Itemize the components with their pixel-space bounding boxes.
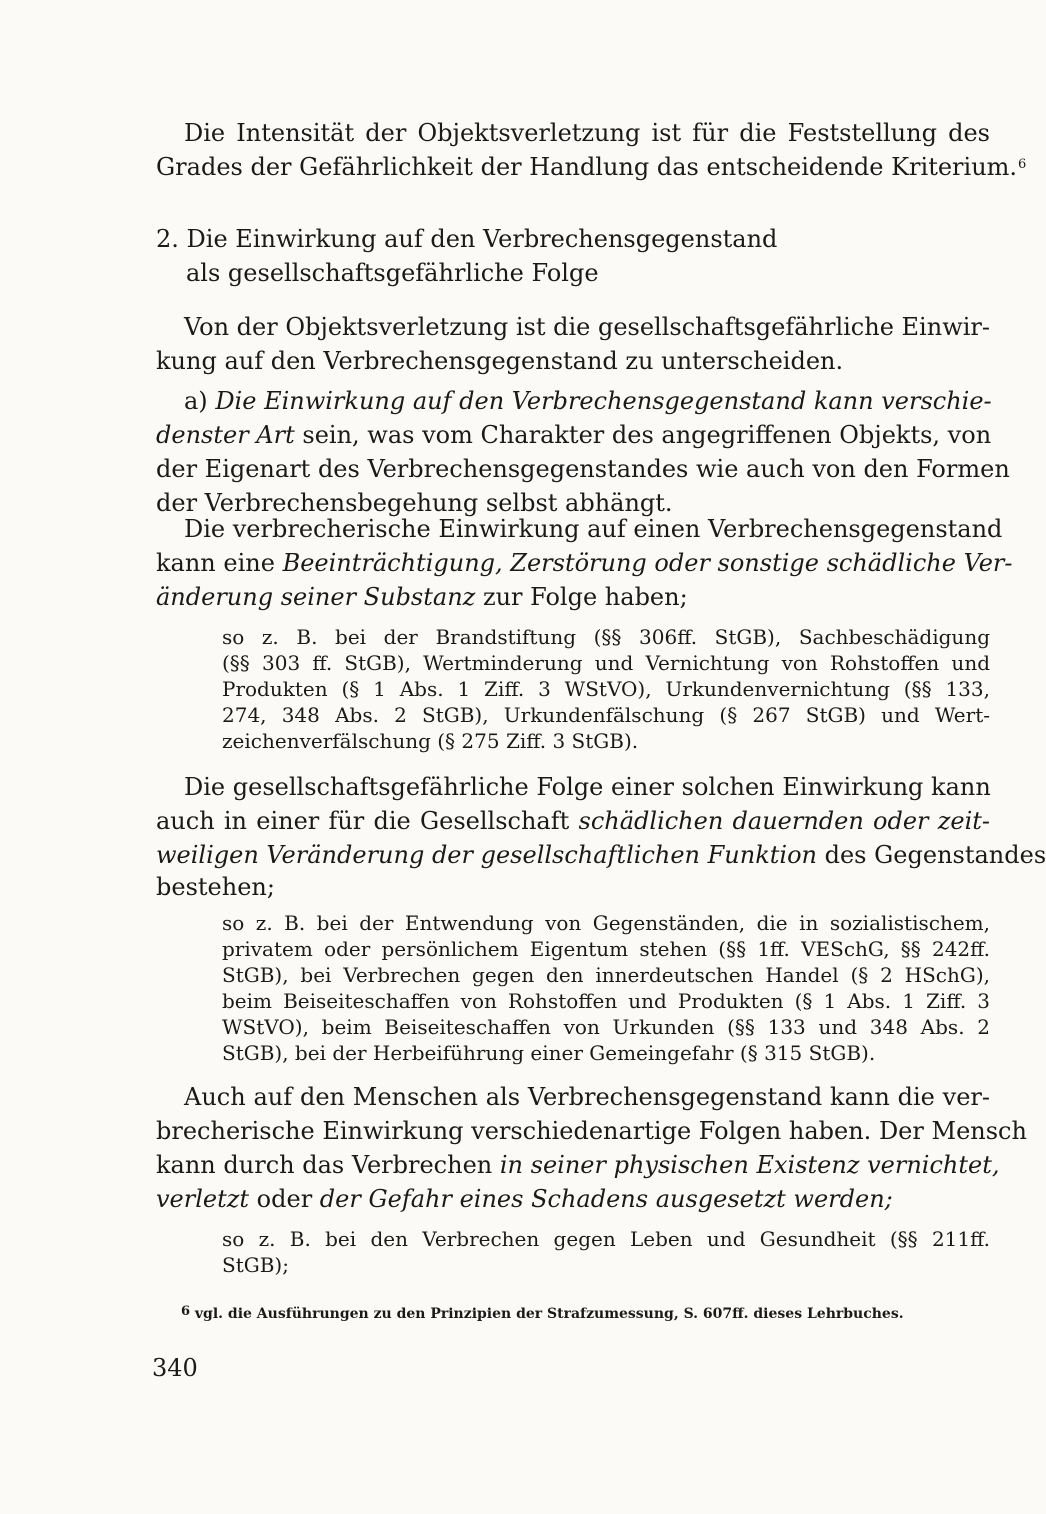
- para6-line4-plain: oder: [249, 1185, 320, 1213]
- para3-line3: der Eigenart des Verbrechensgegenstandes wie auch von den Formen: [156, 455, 1010, 483]
- para5-line1: Die gesellschaftsgefährliche Folge einer solchen Einwirkung kann: [184, 773, 991, 801]
- para3-line2-rest: sein, was vom Charakter des angegriffenen Objekts, von: [294, 421, 992, 449]
- section-heading-line2: als gesellschaftsgefährliche Folge: [186, 259, 599, 287]
- page-number: 340: [152, 1354, 198, 1382]
- para6-line3-plain: kann durch das Verbrechen: [156, 1151, 500, 1179]
- para3-line2: [156, 418, 990, 452]
- para6-line4-italic2: der Gefahr eines Schadens ausgesetzt werden;: [319, 1185, 893, 1213]
- footnote-reference: 6: [1018, 157, 1027, 172]
- footnote-marker: 6: [181, 1304, 191, 1319]
- example1-line5: zeichenverfälschung (§ 275 Ziff. 3 StGB).: [222, 729, 639, 753]
- section-number: 2.: [156, 225, 179, 253]
- para4-line3: [156, 580, 688, 614]
- section-heading-line1: [156, 222, 777, 256]
- example3-line2: StGB);: [222, 1253, 289, 1277]
- para1-line2-text: Grades der Gefährlichkeit der Handlung das entscheidende Kriterium.: [156, 153, 1018, 181]
- example1-line2: (§§ 303 ff. StGB), Wertminderung und Vernichtung von Rohstoffen und: [222, 651, 990, 675]
- para5-line2-italic: schädlichen dauernden oder zeit-: [578, 807, 991, 835]
- para2-line1: Von der Objektsverletzung ist die gesellschaftsgefährliche Einwir-: [184, 313, 990, 341]
- example1-line1: so z. B. bei der Brandstiftung (§§ 306ff. StGB), Sachbeschädigung: [222, 625, 990, 649]
- example1-line4: 274, 348 Abs. 2 StGB), Urkundenfälschung (§ 267 StGB) und Wert-: [222, 703, 990, 727]
- para1-line1: Die Intensität der Objektsverletzung ist für die Feststellung des: [184, 119, 990, 147]
- para6-line1: Auch auf den Menschen als Verbrechensgegenstand kann die ver-: [184, 1083, 990, 1111]
- example2-line1: so z. B. bei der Entwendung von Gegenständen, die in sozialistischem,: [222, 911, 990, 935]
- para6-line2: brecherische Einwirkung verschiedenartige Folgen haben. Der Mensch: [156, 1117, 1027, 1145]
- para5-line2-plain: auch in einer für die Gesellschaft: [156, 807, 579, 835]
- example2-line3: StGB), bei Verbrechen gegen den innerdeutschen Handel (§ 2 HSchG),: [222, 963, 990, 987]
- para3-line1: [184, 384, 990, 418]
- example2-line6: StGB), bei der Herbeiführung einer Gemeingefahr (§ 315 StGB).: [222, 1041, 876, 1065]
- para3-label: a): [184, 387, 208, 415]
- para3-italic2: denster Art: [156, 421, 295, 449]
- footnote: [180, 1304, 904, 1324]
- para6-line3: [156, 1148, 1000, 1182]
- para5-line4: bestehen;: [156, 873, 275, 901]
- example3-line1: so z. B. bei den Verbrechen gegen Leben und Gesundheit (§§ 211ff.: [222, 1227, 990, 1251]
- para3-italic1: Die Einwirkung auf den Verbrechensgegenstand kann verschie-: [215, 387, 992, 415]
- example2-line5: WStVO), beim Beiseiteschaffen von Urkunden (§§ 133 und 348 Abs. 2: [222, 1015, 990, 1039]
- para5-line3-italic: weiligen Veränderung der gesellschaftlichen Funktion: [156, 841, 817, 869]
- para4-line1: Die verbrecherische Einwirkung auf einen Verbrechensgegenstand: [184, 515, 1003, 543]
- para1-line2: [156, 150, 1026, 184]
- para6-line3-italic: in seiner physischen Existenz vernichtet,: [499, 1151, 1000, 1179]
- section-title-part1: Die Einwirkung auf den Verbrechensgegenstand: [186, 225, 778, 253]
- para3-line4: der Verbrechensbegehung selbst abhängt.: [156, 489, 673, 517]
- para4-line2-italic: Beeinträchtigung, Zerstörung oder sonstige schädliche Ver-: [282, 549, 1013, 577]
- para6-line4: [156, 1182, 893, 1216]
- para6-line4-italic1: verletzt: [156, 1185, 250, 1213]
- para5-line2: [156, 804, 990, 838]
- para5-line3-plain: des Gegenstandes: [816, 841, 1046, 869]
- footnote-text: vgl. die Ausführungen zu den Prinzipien der Strafzumessung, S. 607ff. dieses Lehrbuches.: [194, 1306, 904, 1322]
- example1-line3: Produkten (§ 1 Abs. 1 Ziff. 3 WStVO), Urkundenvernichtung (§§ 133,: [222, 677, 990, 701]
- para4-line2-plain: kann eine: [156, 549, 283, 577]
- para2-line2: kung auf den Verbrechensgegenstand zu unterscheiden.: [156, 347, 844, 375]
- para4-line2: [156, 546, 1013, 580]
- para4-line3-plain: zur Folge haben;: [475, 583, 688, 611]
- para4-line3-italic: änderung seiner Substanz: [156, 583, 476, 611]
- para5-line3: [156, 838, 1046, 872]
- example2-line4: beim Beiseiteschaffen von Rohstoffen und Produkten (§ 1 Abs. 1 Ziff. 3: [222, 989, 990, 1013]
- example2-line2: privatem oder persönlichem Eigentum stehen (§§ 1ff. VESchG, §§ 242ff.: [222, 937, 990, 961]
